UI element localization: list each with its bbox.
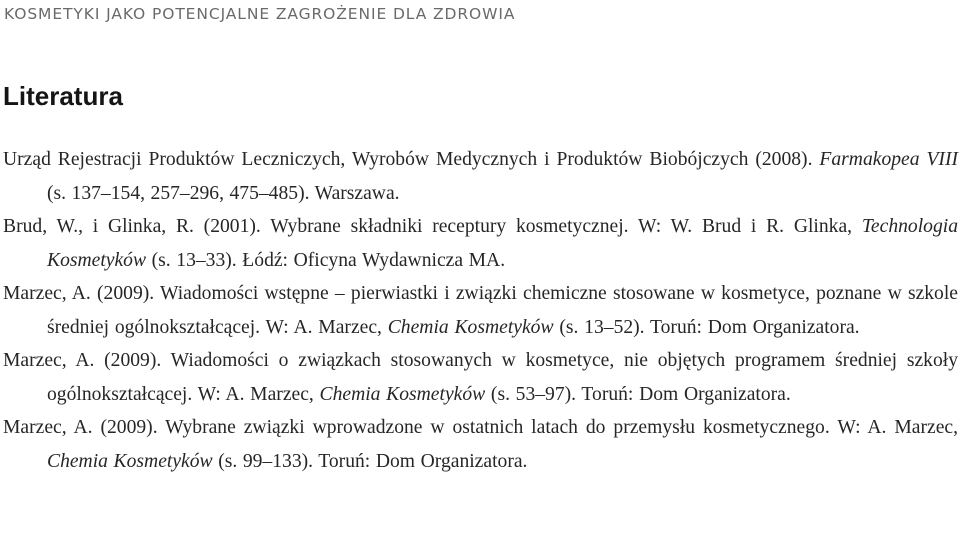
reference-details: (s. 13–52). Toruń: Dom Organizatora. — [553, 316, 860, 338]
reference-details: (s. 137–154, 257–296, 475–485). Warszawa. — [47, 182, 400, 204]
section-title: Literatura — [3, 81, 123, 111]
reference-details: (s. 99–133). Toruń: Dom Organizatora. — [212, 450, 528, 472]
reference-text: Brud, W., i Glinka, R. (2001). Wybrane składniki receptury kosmetycznej. W: W. Brud i R. Glinka, — [3, 216, 862, 237]
reference-title: Technologia Kosmetyków — [47, 216, 958, 271]
reference-details: (s. 13–33). Łódź: Oficyna Wydawnicza MA. — [146, 249, 506, 271]
reference-details: (s. 53–97). Toruń: Dom Organizatora. — [485, 383, 791, 405]
reference-item — [3, 210, 958, 277]
reference-title: Chemia Kosmetyków — [47, 450, 213, 472]
reference-list — [3, 143, 958, 478]
reference-item — [3, 143, 958, 210]
reference-item — [3, 277, 958, 344]
reference-text: Marzec, A. (2009). Wybrane związki wprowadzone w ostatnich latach do przemysłu kosmetycznego. W: A. Marzec, — [3, 417, 958, 438]
reference-text: Marzec, A. (2009). Wiadomości o związkach stosowanych w kosmetyce, nie objętych programem średniej szkoły ogólnokształcącej. W: A. Marzec, — [3, 350, 958, 405]
reference-text: Marzec, A. (2009). Wiadomości wstępne – pierwiastki i związki chemiczne stosowane w kosmetyce, poznane w szkole średniej ogólnokształcącej. W: A. Marzec, — [3, 283, 958, 338]
reference-text: Urząd Rejestracji Produktów Leczniczych, Wyrobów Medycznych i Produktów Biobójczych (2008). — [3, 149, 820, 170]
reference-item — [3, 344, 958, 411]
reference-title: Chemia Kosmetyków — [319, 383, 486, 405]
reference-title: Chemia Kosmetyków — [387, 316, 554, 338]
reference-item — [3, 411, 958, 478]
running-head: KOSMETYKI JAKO POTENCJALNE ZAGROŻENIE DLA ZDROWIA — [4, 5, 516, 23]
reference-title: Farmakopea VIII — [819, 149, 958, 170]
